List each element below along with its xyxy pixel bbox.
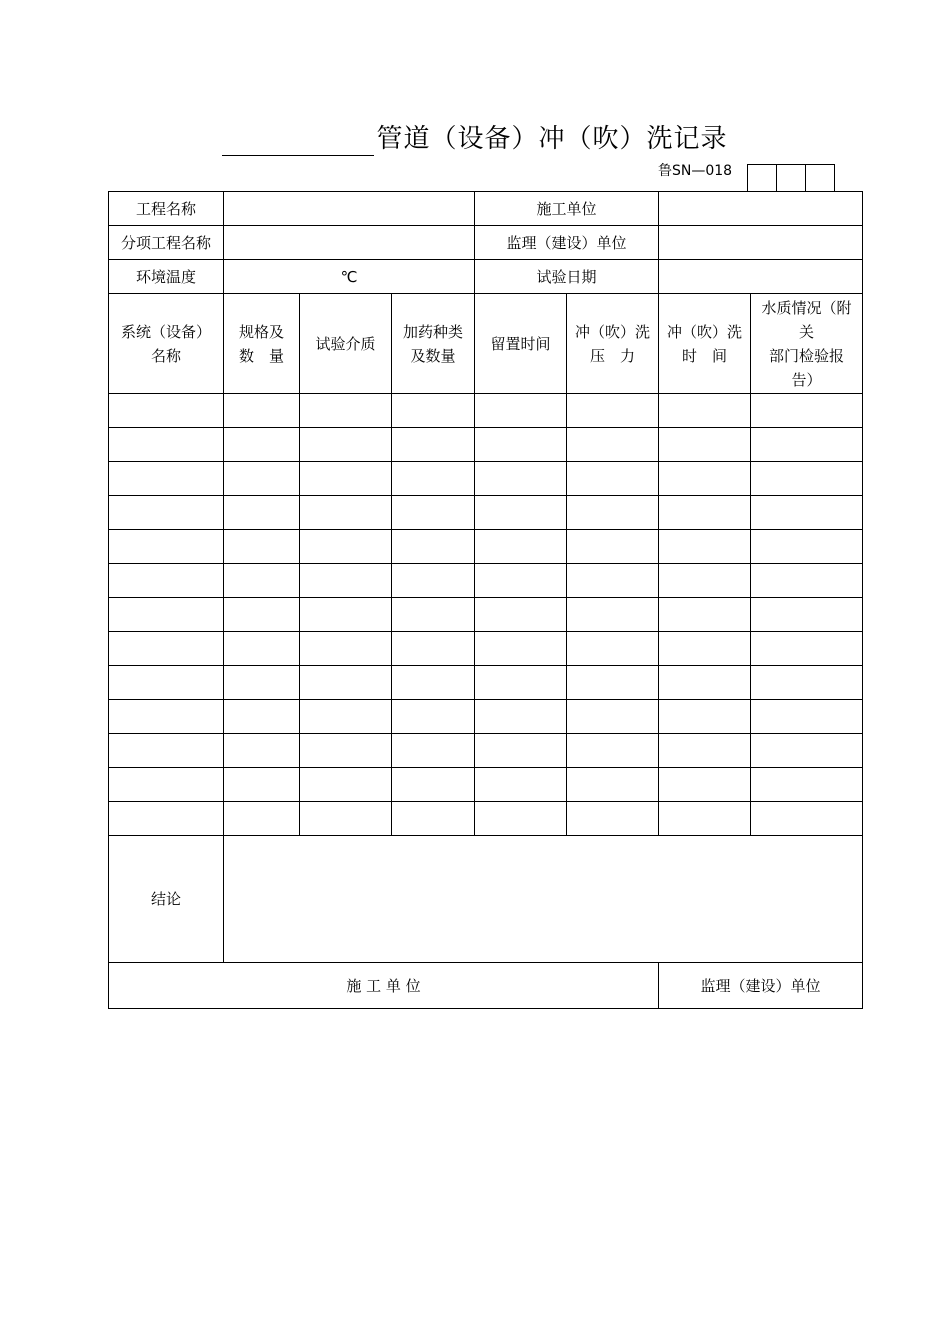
record-table [108, 191, 863, 1009]
data-cell[interactable] [224, 496, 300, 530]
info-label: 试验日期 [475, 260, 659, 294]
data-cell[interactable] [109, 700, 224, 734]
data-cell[interactable] [659, 530, 751, 564]
data-cell[interactable] [567, 598, 659, 632]
info-value-field[interactable] [224, 226, 475, 260]
data-cell[interactable] [475, 428, 567, 462]
data-cell[interactable] [751, 802, 863, 836]
data-cell[interactable] [659, 496, 751, 530]
data-cell[interactable] [659, 632, 751, 666]
data-cell[interactable] [300, 496, 392, 530]
data-cell[interactable] [475, 496, 567, 530]
data-cell[interactable] [751, 632, 863, 666]
data-cell[interactable] [224, 802, 300, 836]
data-cell[interactable] [300, 462, 392, 496]
data-cell[interactable] [392, 768, 475, 802]
data-cell[interactable] [392, 700, 475, 734]
data-cell[interactable] [300, 768, 392, 802]
data-cell[interactable] [300, 734, 392, 768]
data-cell[interactable] [659, 734, 751, 768]
data-cell[interactable] [392, 666, 475, 700]
data-cell[interactable] [224, 598, 300, 632]
supervision-unit-signature[interactable]: 监理（建设）单位 [659, 963, 863, 1009]
data-rows [109, 394, 863, 836]
data-cell[interactable] [567, 666, 659, 700]
title-text: 管道（设备）冲（吹）洗记录 [376, 124, 728, 154]
data-cell[interactable] [751, 666, 863, 700]
table-row [109, 598, 863, 632]
data-cell[interactable] [224, 666, 300, 700]
column-header: 留置时间 [475, 294, 567, 394]
data-cell[interactable] [475, 734, 567, 768]
data-cell[interactable] [475, 632, 567, 666]
info-value-field[interactable] [224, 192, 475, 226]
data-cell[interactable] [224, 700, 300, 734]
data-cell[interactable] [224, 530, 300, 564]
data-cell[interactable] [751, 700, 863, 734]
data-cell[interactable] [300, 530, 392, 564]
table-row [109, 734, 863, 768]
data-cell[interactable] [224, 734, 300, 768]
data-cell[interactable] [224, 462, 300, 496]
info-row [109, 192, 863, 226]
data-cell[interactable] [567, 632, 659, 666]
data-cell[interactable] [300, 802, 392, 836]
data-cell[interactable] [751, 462, 863, 496]
data-cell[interactable] [300, 428, 392, 462]
data-cell[interactable] [109, 462, 224, 496]
info-label: 施工单位 [475, 192, 659, 226]
data-cell[interactable] [567, 700, 659, 734]
code-box [776, 164, 806, 191]
title-blank-line [222, 129, 374, 156]
data-cell[interactable] [567, 530, 659, 564]
conclusion-field[interactable] [224, 836, 863, 963]
data-cell[interactable] [751, 564, 863, 598]
data-cell[interactable] [109, 598, 224, 632]
data-cell[interactable] [109, 564, 224, 598]
info-value-field[interactable] [659, 226, 863, 260]
data-cell[interactable] [567, 734, 659, 768]
data-cell[interactable] [224, 394, 300, 428]
data-cell[interactable] [475, 530, 567, 564]
data-cell[interactable] [109, 632, 224, 666]
data-cell[interactable] [567, 428, 659, 462]
data-cell[interactable] [109, 394, 224, 428]
data-cell[interactable] [567, 802, 659, 836]
table-row [109, 700, 863, 734]
data-cell[interactable] [659, 564, 751, 598]
data-cell[interactable] [475, 564, 567, 598]
conclusion-label: 结论 [109, 836, 224, 963]
data-cell[interactable] [567, 394, 659, 428]
data-cell[interactable] [109, 768, 224, 802]
data-cell[interactable] [659, 428, 751, 462]
table-row [109, 802, 863, 836]
data-cell[interactable] [475, 802, 567, 836]
table-row [109, 394, 863, 428]
data-cell[interactable] [751, 428, 863, 462]
info-value-field[interactable] [659, 192, 863, 226]
data-cell[interactable] [659, 394, 751, 428]
column-header: 规格及 数 量 [224, 294, 300, 394]
code-boxes [747, 164, 835, 191]
table-row [109, 666, 863, 700]
data-cell[interactable] [224, 768, 300, 802]
data-cell[interactable] [392, 530, 475, 564]
info-row [109, 226, 863, 260]
data-cell[interactable] [300, 632, 392, 666]
construction-unit-signature[interactable]: 施 工 单 位 [109, 963, 659, 1009]
data-cell[interactable] [109, 428, 224, 462]
data-cell[interactable] [475, 394, 567, 428]
info-value-field[interactable] [659, 260, 863, 294]
data-cell[interactable] [659, 462, 751, 496]
data-cell[interactable] [300, 700, 392, 734]
code-box [805, 164, 835, 191]
data-cell[interactable] [392, 598, 475, 632]
table-row [109, 530, 863, 564]
column-header: 系统（设备） 名称 [109, 294, 224, 394]
data-cell[interactable] [109, 530, 224, 564]
table-row [109, 564, 863, 598]
data-cell[interactable] [224, 632, 300, 666]
data-cell[interactable] [475, 768, 567, 802]
data-cell[interactable] [392, 462, 475, 496]
table-row [109, 462, 863, 496]
data-cell[interactable] [475, 700, 567, 734]
data-cell[interactable] [224, 428, 300, 462]
data-cell[interactable] [392, 394, 475, 428]
info-label: 工程名称 [109, 192, 224, 226]
column-header: 水质情况（附 关 部门检验报 告） [751, 294, 863, 394]
data-cell[interactable] [659, 768, 751, 802]
data-cell[interactable] [567, 462, 659, 496]
data-cell[interactable] [751, 394, 863, 428]
data-cell[interactable] [659, 802, 751, 836]
info-label: 分项工程名称 [109, 226, 224, 260]
data-cell[interactable] [392, 632, 475, 666]
data-cell[interactable] [300, 666, 392, 700]
data-cell[interactable] [392, 734, 475, 768]
data-cell[interactable] [109, 802, 224, 836]
data-cell[interactable] [109, 496, 224, 530]
data-cell[interactable] [109, 666, 224, 700]
data-cell[interactable] [475, 666, 567, 700]
data-cell[interactable] [751, 496, 863, 530]
data-cell[interactable] [659, 598, 751, 632]
column-header: 冲（吹）洗 压 力 [567, 294, 659, 394]
data-cell[interactable] [300, 598, 392, 632]
info-label: 环境温度 [109, 260, 224, 294]
table-row [109, 632, 863, 666]
signature-row [109, 963, 863, 1009]
data-cell[interactable] [392, 564, 475, 598]
table-row [109, 768, 863, 802]
info-row [109, 260, 863, 294]
data-cell[interactable] [751, 530, 863, 564]
data-cell[interactable] [659, 700, 751, 734]
data-cell[interactable] [224, 564, 300, 598]
table-row [109, 428, 863, 462]
data-cell[interactable] [392, 496, 475, 530]
table-row [109, 496, 863, 530]
data-cell[interactable] [751, 734, 863, 768]
data-cell[interactable] [659, 666, 751, 700]
conclusion-row [109, 836, 863, 963]
data-cell[interactable] [751, 598, 863, 632]
temperature-field[interactable]: ℃ [224, 260, 475, 294]
data-cell[interactable] [475, 462, 567, 496]
data-cell[interactable] [300, 394, 392, 428]
data-cell[interactable] [567, 564, 659, 598]
data-cell[interactable] [751, 768, 863, 802]
data-cell[interactable] [392, 428, 475, 462]
data-cell[interactable] [475, 598, 567, 632]
code-box [747, 164, 777, 191]
form-title [0, 122, 950, 156]
column-header-row [109, 294, 863, 394]
data-cell[interactable] [300, 564, 392, 598]
column-header: 加药种类 及数量 [392, 294, 475, 394]
column-header: 冲（吹）洗 时 间 [659, 294, 751, 394]
column-header: 试验介质 [300, 294, 392, 394]
data-cell[interactable] [109, 734, 224, 768]
data-cell[interactable] [567, 496, 659, 530]
form-code: 鲁SN—018 [658, 163, 733, 179]
data-cell[interactable] [567, 768, 659, 802]
info-label: 监理（建设）单位 [475, 226, 659, 260]
data-cell[interactable] [392, 802, 475, 836]
